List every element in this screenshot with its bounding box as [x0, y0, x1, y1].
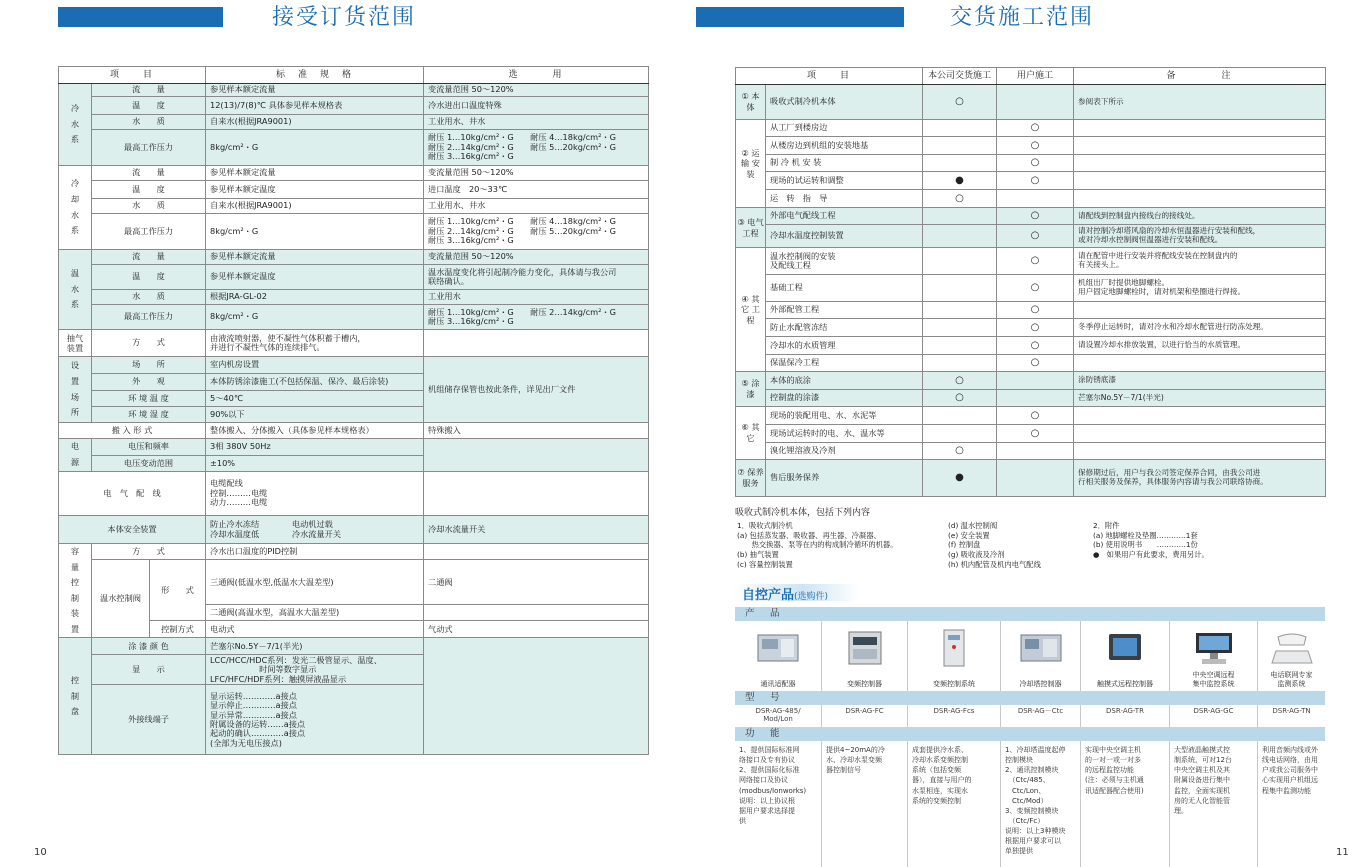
product-image: [1101, 629, 1149, 667]
product-image: [1268, 629, 1316, 667]
spec-cell: 自来水(根据JRA9001): [206, 199, 424, 214]
group-label: 设置场所: [59, 357, 92, 423]
sub-item-label: 最高工作压力: [92, 130, 206, 166]
product-image: [930, 629, 978, 667]
note-cell: 请设置冷却水排放装置，以进行恰当的水质管理。: [1074, 337, 1326, 355]
item-label: 本体的底涂: [766, 372, 923, 390]
company-mark: ○: [923, 190, 997, 208]
company-mark: ○: [923, 390, 997, 407]
col-header-item: 项 目: [59, 67, 206, 84]
sub-item-label: 流 量: [92, 250, 206, 265]
note-cell: 机组出厂时提供地脚螺栓。 用户固定地脚螺栓时，请对机架和垫圈进行焊接。: [1074, 275, 1326, 302]
product-function: 1、提供国际标准网 络接口及专有协议 2、提供国际化标准 网络接口及协议 (modbus/lonworks) 说明：以上协议根 据用户要求选择提 供: [735, 741, 822, 867]
spec-cell: 芒塞尔No.5Y－7/1(半光): [206, 638, 424, 655]
company-mark: ●: [923, 172, 997, 190]
spec-cell: 本体防锈涂漆施工(不包括保温、保冷、最后涂装): [206, 374, 424, 391]
user-mark: ○: [997, 425, 1074, 443]
band-model: 型 号: [735, 691, 1325, 705]
user-mark: ○: [997, 137, 1074, 155]
order-row: [59, 199, 649, 214]
delivery-row: [736, 225, 1326, 248]
option-cell: [424, 330, 649, 357]
group-label: ① 本 体: [736, 85, 766, 120]
company-mark: [923, 208, 997, 225]
company-mark: [923, 248, 997, 275]
company-mark: [923, 337, 997, 355]
product-models-row: [735, 705, 1325, 727]
item-label: 外部配管工程: [766, 302, 923, 319]
delivery-row: [736, 355, 1326, 372]
spec-cell: 室内机房设置: [206, 357, 424, 374]
option-cell: 冷却水流量开关: [424, 516, 649, 544]
user-mark: ○: [997, 302, 1074, 319]
sub-item-label: 水 质: [92, 199, 206, 214]
product-function: 成套提供冷水系、 冷却水系变频控制 系统（包括变频 器），直接与用户的 水泵相连，实现水 系统的变频控制: [908, 741, 1001, 867]
sub-item-label: 流 量: [92, 166, 206, 181]
option-cell: 变流量范围 50～120%: [424, 84, 649, 97]
item-label: 基础工程: [766, 275, 923, 302]
item-label: 从工厂到楼房边: [766, 120, 923, 137]
spec-cell: 电缆配线 控制………电缆 动力………电缆: [206, 472, 424, 516]
user-mark: [997, 443, 1074, 460]
product-model: DSR-AG-GC: [1170, 705, 1258, 727]
delivery-row: [736, 172, 1326, 190]
right-header-bar: [696, 7, 904, 27]
user-mark: ○: [997, 319, 1074, 337]
delivery-row: [736, 190, 1326, 208]
option-cell: 气动式: [424, 621, 649, 638]
item-label: 控制盘的涂漆: [766, 390, 923, 407]
product-card: [1081, 621, 1170, 691]
item-label: 冷却水温度控制装置: [766, 225, 923, 248]
item-label: 现场的试运转和调整: [766, 172, 923, 190]
option-cell: 特殊搬入: [424, 423, 649, 439]
product-card: [822, 621, 908, 691]
group-label: ④ 其 它 工 程: [736, 248, 766, 372]
product-function: 提供4~20mA的冷 水、冷却水泵变频 器控制信号: [822, 741, 908, 867]
band-product: 产 品: [735, 607, 1325, 621]
spec-cell: 8kg/cm²・G: [206, 214, 424, 250]
product-function: 1、冷却塔温度起停 控制模块 2、通讯控制模块 （Ctc/485、 Ctc/Lon、 Ctc/Mod） 3、变频控制模块 （Ctc/Fc） 说明：以上3种模块 根据用户要求可以 单独提供: [1001, 741, 1081, 867]
spec-cell: 90%以下: [206, 407, 424, 423]
option-cell: [424, 472, 649, 516]
product-card: [1001, 621, 1081, 691]
sub-item-label: 水 质: [92, 290, 206, 305]
delivery-row: [736, 208, 1326, 225]
spec-cell: ±10%: [206, 456, 424, 472]
product-model: DSR-AG-TR: [1081, 705, 1170, 727]
item-label: 现场试运转时的电、水、温水等: [766, 425, 923, 443]
user-mark: ○: [997, 155, 1074, 172]
order-row: [59, 130, 649, 166]
sub-item-label: 温水控制阀: [92, 560, 150, 638]
sub-item-label: 外接线端子: [92, 685, 206, 755]
auto-title: 自控产品: [742, 588, 795, 603]
delivery-row: [736, 372, 1326, 390]
spec-cell: 参见样本额定流量: [206, 166, 424, 181]
item-label: 从楼房边到机组的安装地基: [766, 137, 923, 155]
sub-item-label: 方 式: [92, 544, 206, 560]
product-image: [1190, 629, 1238, 667]
spec-cell: 自来水(根据JRA9001): [206, 115, 424, 130]
spec-cell: 电动式: [206, 621, 424, 638]
note-cell: 参阅表下所示: [1074, 85, 1326, 120]
order-row: [59, 472, 649, 516]
order-row: [59, 516, 649, 544]
group-label: 温水系: [59, 250, 92, 330]
sub-item-label: 环 境 湿 度: [92, 407, 206, 423]
company-mark: [923, 155, 997, 172]
spec-cell: 二通阀(高温水型，高温水大温差型): [206, 605, 424, 621]
sub-item-label: 形 式: [150, 560, 206, 621]
product-name: 变频控制器: [847, 679, 882, 688]
company-mark: [923, 302, 997, 319]
order-row: [59, 330, 649, 357]
delivery-row: [736, 137, 1326, 155]
product-image: [754, 629, 802, 667]
includes-section: [735, 508, 1335, 569]
spec-cell: 整体搬入、分体搬入（具体参见样本规格表）: [206, 423, 424, 439]
group-label: ② 运 输 安 装: [736, 120, 766, 208]
note-cell: [1074, 155, 1326, 172]
company-mark: [923, 275, 997, 302]
sub-item-label: 最高工作压力: [92, 214, 206, 250]
note-cell: 保修期过后，用户与我公司签定保养合同，由我公司进 行相关服务及保养，具体服务内容请与我公司联络协商。: [1074, 460, 1326, 497]
delivery-row: [736, 319, 1326, 337]
sub-item-label: 外 观: [92, 374, 206, 391]
col-header-company: 本公司交货施工: [923, 68, 997, 85]
sub-item-label: 流 量: [92, 84, 206, 97]
product-image: [1017, 629, 1065, 667]
user-mark: ○: [997, 225, 1074, 248]
note-cell: [1074, 443, 1326, 460]
option-cell: 二通阀: [424, 560, 649, 605]
spec-cell: 参见样本额定温度: [206, 181, 424, 199]
order-row: [59, 181, 649, 199]
auto-products-heading: [732, 584, 860, 601]
group-label: 电源: [59, 439, 92, 472]
user-mark: [997, 372, 1074, 390]
left-page-title: 接受订货范围: [272, 5, 417, 30]
group-label: ⑤ 涂 漆: [736, 372, 766, 407]
sub-item-label: 水 质: [92, 115, 206, 130]
order-row: [59, 115, 649, 130]
option-cell: 冷水进出口温度特殊: [424, 97, 649, 115]
group-label: 容量控制装置: [59, 544, 92, 638]
note-cell: 涂防锈底漆: [1074, 372, 1326, 390]
product-model: DSR-AG-485/ Mod/Lon: [735, 705, 822, 727]
company-mark: [923, 137, 997, 155]
spec-cell: 参见样本额定温度: [206, 265, 424, 290]
sub-item-label: 温 度: [92, 181, 206, 199]
includes-col2: (d) 温水控制阀 (e) 安全装置 (f) 控制盘 (g) 吸收液及冷剂 (h) 机内配管及机内电气配线: [948, 521, 1041, 569]
spec-cell: LCC/HCC/HDC系列：发光二极管显示、温度、 时间等数字显示 LFC/HFC/HDF系列：触摸屏液晶显示: [206, 655, 424, 685]
sub-item-label: 显 示: [92, 655, 206, 685]
company-mark: [923, 355, 997, 372]
product-image: [841, 629, 889, 667]
col-header-note: 备 注: [1074, 68, 1326, 85]
item-label: 保温保冷工程: [766, 355, 923, 372]
item-label: 售后服务保养: [766, 460, 923, 497]
user-mark: ○: [997, 275, 1074, 302]
sub-item-label: 温 度: [92, 97, 206, 115]
spec-cell: 3相 380V 50Hz: [206, 439, 424, 456]
order-row: [59, 638, 649, 655]
delivery-row: [736, 275, 1326, 302]
spec-cell: 12(13)/7(8)℃ 具体参见样本规格表: [206, 97, 424, 115]
spec-cell: 参见样本额定流量: [206, 84, 424, 97]
group-label: 冷水系: [59, 84, 92, 166]
product-function: 利用音频内线或外 线电话网络，由用 户或我公司服务中 心实现用户机组远 程集中监测功能: [1262, 746, 1318, 795]
group-label: 抽气 装置: [59, 330, 92, 357]
company-mark: ○: [923, 85, 997, 120]
item-label: 温水控制阀的安装 及配线工程: [766, 248, 923, 275]
note-cell: [1074, 407, 1326, 425]
item-label: 电 气 配 线: [59, 472, 206, 516]
user-mark: [997, 460, 1074, 497]
spec-cell: 参见样本额定流量: [206, 250, 424, 265]
note-cell: [1074, 355, 1326, 372]
order-row: [59, 305, 649, 330]
option-cell: [424, 605, 649, 621]
auto-subtitle: (选购件): [794, 592, 829, 602]
note-cell: [1074, 120, 1326, 137]
sub-item-label: 环 境 温 度: [92, 391, 206, 407]
product-name: 触摸式远程控制器: [1097, 679, 1153, 688]
product-model: DSR-AG-FC: [822, 705, 908, 727]
includes-heading: 吸收式制冷机本体，包括下列内容: [735, 508, 871, 518]
col-header-spec: 标 准 规 格: [206, 67, 424, 84]
note-cell: 请配线到控制盘内接线台的接线处。: [1074, 208, 1326, 225]
spec-cell: 5～40℃: [206, 391, 424, 407]
item-label: 本体安全装置: [59, 516, 206, 544]
delivery-row: [736, 337, 1326, 355]
option-cell: [424, 544, 649, 560]
delivery-row: [736, 85, 1326, 120]
option-cell: 变流量范围 50～120%: [424, 166, 649, 181]
product-name: 通讯适配器: [760, 679, 796, 688]
option-cell: 温水温度变化将引起制冷能力变化，具体请与我公司 联络确认。: [424, 265, 649, 290]
group-label: 冷却水系: [59, 166, 92, 250]
item-label: 溴化锂溶液及冷剂: [766, 443, 923, 460]
option-cell: [424, 638, 649, 755]
note-cell: 冬季停止运转时，请对冷水和冷却水配管进行防冻处理。: [1074, 319, 1326, 337]
col-header-user: 用户施工: [997, 68, 1074, 85]
order-row: [59, 423, 649, 439]
product-model: DSR-AG－Ctc: [1001, 705, 1081, 727]
user-mark: ○: [997, 120, 1074, 137]
note-cell: 请对控制冷却塔风扇的冷却水恒温器进行安装和配线， 或对冷却水控制阀恒温器进行安装和配线。: [1074, 225, 1326, 248]
item-label: 现场的装配用电、水、水泥等: [766, 407, 923, 425]
note-cell: 芒塞尔No.5Y－7/1(半光): [1074, 390, 1326, 407]
sub-item-label: 电压变动范围: [92, 456, 206, 472]
company-mark: [923, 407, 997, 425]
note-cell: [1074, 425, 1326, 443]
order-row: [59, 84, 649, 97]
sub-item-label: 方 式: [92, 330, 206, 357]
user-mark: ○: [997, 208, 1074, 225]
group-label: ⑥ 其 它: [736, 407, 766, 460]
includes-col1: 1．吸收式制冷机 (a) 包括蒸发器、吸收器、再生器、冷凝器、 热交换器、泵等在内的构成制冷循环的机器。 (b) 抽气装置 (c) 容量控制装置: [737, 521, 898, 569]
right-page-title: 交货施工范围: [950, 5, 1095, 30]
order-row: [59, 357, 649, 374]
user-mark: ○: [997, 172, 1074, 190]
item-label: 运 转 指 导: [766, 190, 923, 208]
col-header-item: 项 目: [736, 68, 923, 85]
note-cell: [1074, 172, 1326, 190]
option-cell: 变流量范围 50～120%: [424, 250, 649, 265]
note-cell: 请在配管中进行安装并将配线安装在控制盘内的 有关接头上。: [1074, 248, 1326, 275]
order-row: [59, 265, 649, 290]
left-header-bar: [58, 7, 223, 27]
product-card: [1258, 621, 1325, 691]
delivery-row: [736, 248, 1326, 275]
band-function: 功 能: [735, 727, 1325, 741]
company-mark: ●: [923, 460, 997, 497]
spec-cell: 显示运转…………a接点 显示停止…………a接点 显示异常…………a接点 附属设备的运转……a接点 起动的确认…………a接点 (全部为无电压接点): [206, 685, 424, 755]
product-name: 中央空调远程 集中监控系统: [1192, 671, 1235, 688]
product-images-row: [735, 621, 1325, 691]
product-functions-row: [735, 741, 1325, 867]
user-mark: ○: [997, 248, 1074, 275]
company-mark: [923, 225, 997, 248]
group-label: ⑦ 保养 服务: [736, 460, 766, 497]
item-label: 制 冷 机 安 装: [766, 155, 923, 172]
item-label: 冷却水的水质管理: [766, 337, 923, 355]
option-cell: [424, 439, 649, 472]
group-label: ③ 电气 工程: [736, 208, 766, 248]
product-card: [1170, 621, 1258, 691]
company-mark: [923, 319, 997, 337]
company-mark: [923, 120, 997, 137]
sub-item-label: 场 所: [92, 357, 206, 374]
order-row: [59, 214, 649, 250]
item-label: 搬 入 形 式: [59, 423, 206, 439]
spec-cell: 三通阀(低温水型,低温水大温差型): [206, 560, 424, 605]
note-cell: [1074, 302, 1326, 319]
delivery-row: [736, 120, 1326, 137]
product-name: 电话联网专家 监测系统: [1270, 671, 1313, 688]
note-cell: [1074, 190, 1326, 208]
spec-cell: 8kg/cm²・G: [206, 130, 424, 166]
option-cell: 耐压 1…10kg/cm²・G 耐压 2…14kg/cm²・G 耐压 3…16kg/cm²・G: [424, 305, 649, 330]
order-row: [59, 250, 649, 265]
right-page-number: 11: [1336, 847, 1349, 858]
delivery-row: [736, 155, 1326, 172]
option-cell: 工业用水、井水: [424, 115, 649, 130]
company-mark: ○: [923, 443, 997, 460]
user-mark: [997, 85, 1074, 120]
product-card: [908, 621, 1001, 691]
spec-cell: 防止冷水冻结 电动机过载 冷却水温度低 冷水流量开关: [206, 516, 424, 544]
delivery-row: [736, 443, 1326, 460]
item-label: 防止水配管冻结: [766, 319, 923, 337]
product-model: DSR-AG-Fcs: [908, 705, 1001, 727]
user-mark: [997, 190, 1074, 208]
order-row: [59, 290, 649, 305]
item-label: 吸收式制冷机本体: [766, 85, 923, 120]
sub-item-label: 温 度: [92, 265, 206, 290]
item-label: 外部电气配线工程: [766, 208, 923, 225]
user-mark: ○: [997, 337, 1074, 355]
product-model: DSR-AG-TN: [1272, 707, 1311, 715]
sub-item-label: 最高工作压力: [92, 305, 206, 330]
product-name: 变频控制系统: [933, 679, 975, 688]
product-function: 大型液晶触摸式控 制系统，可对12台 中央空调主机及其 附属设备进行集中 监控，全面实现机 房的无人化智能管 理。: [1170, 741, 1258, 867]
sub-item-label: 涂 漆 颜 色: [92, 638, 206, 655]
note-cell: [1074, 137, 1326, 155]
order-row: [59, 544, 649, 560]
product-name: 冷却塔控制器: [1019, 679, 1062, 688]
option-cell: 耐压 1…10kg/cm²・G 耐压 4…18kg/cm²・G 耐压 2…14kg/cm²・G 耐压 5…20kg/cm²・G 耐压 3…16kg/cm²・G: [424, 130, 649, 166]
order-row: [59, 439, 649, 456]
company-mark: ○: [923, 372, 997, 390]
spec-cell: 冷水出口温度的PID控制: [206, 544, 424, 560]
delivery-scope-table: [735, 67, 1326, 497]
delivery-row: [736, 460, 1326, 497]
order-row: [59, 560, 649, 605]
option-cell: 机组储存保管也按此条件，详见出厂文件: [424, 357, 649, 423]
sub-item-label: 控制方式: [150, 621, 206, 638]
user-mark: ○: [997, 407, 1074, 425]
order-row: [59, 166, 649, 181]
user-mark: ○: [997, 355, 1074, 372]
spec-cell: 根据JRA-GL-02: [206, 290, 424, 305]
option-cell: 工业用水、井水: [424, 199, 649, 214]
spec-cell: 8kg/cm²・G: [206, 305, 424, 330]
delivery-row: [736, 407, 1326, 425]
left-page-number: 10: [34, 847, 47, 858]
delivery-row: [736, 425, 1326, 443]
order-row: [59, 97, 649, 115]
option-cell: 进口温度 20～33℃: [424, 181, 649, 199]
group-label: 控制盘: [59, 638, 92, 755]
product-card: [735, 621, 822, 691]
option-cell: 耐压 1…10kg/cm²・G 耐压 4…18kg/cm²・G 耐压 2…14kg/cm²・G 耐压 5…20kg/cm²・G 耐压 3…16kg/cm²・G: [424, 214, 649, 250]
spec-cell: 由液流喷射器，使不凝性气体积蓄于槽内， 并进行不凝性气体的连续排气。: [206, 330, 424, 357]
col-header-option: 选 用: [424, 67, 649, 84]
delivery-row: [736, 390, 1326, 407]
order-scope-table: [58, 66, 649, 755]
includes-col3: 2．附件 (a) 地脚螺栓及垫圈…………1套 (b) 使用说明书 …………1份 ● 如果用户有此要求，费用另计。: [1093, 521, 1209, 559]
product-function: 实现中央空调主机 的一对一或一对多 的远程监控功能 (注：必须与主机通 讯适配器配合使用): [1081, 741, 1170, 867]
sub-item-label: 电压和频率: [92, 439, 206, 456]
company-mark: [923, 425, 997, 443]
option-cell: 工业用水: [424, 290, 649, 305]
delivery-row: [736, 302, 1326, 319]
user-mark: [997, 390, 1074, 407]
